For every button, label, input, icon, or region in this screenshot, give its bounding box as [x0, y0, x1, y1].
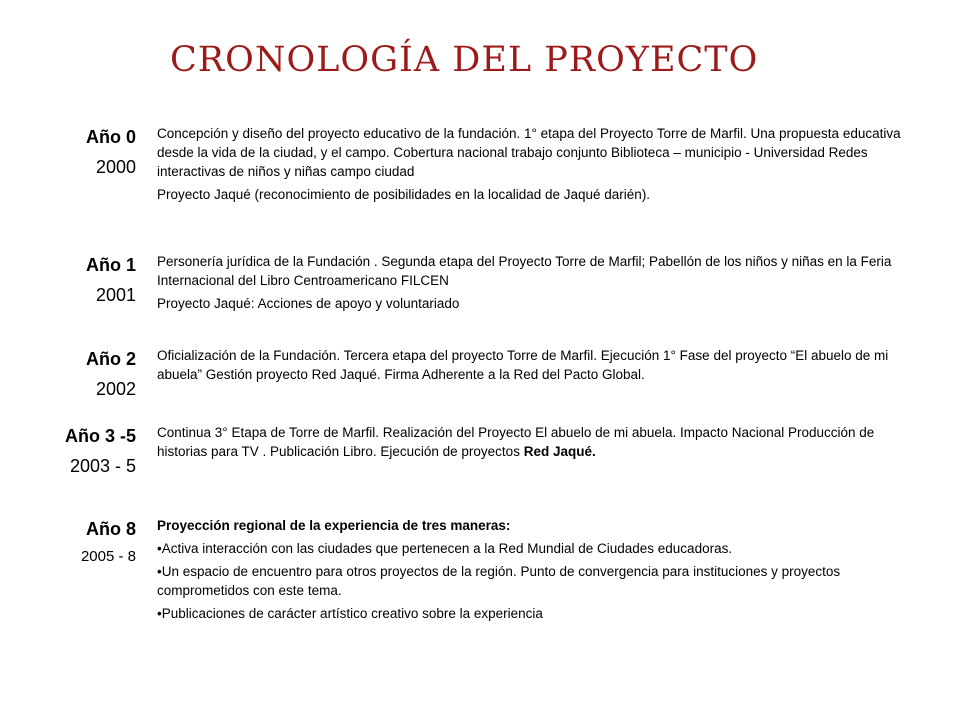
- entry-paragraph: [157, 423, 917, 461]
- page-title: CRONOLOGÍA DEL PROYECTO: [170, 40, 759, 80]
- year-date: 2001: [95, 285, 136, 305]
- entry-paragraph: Proyecto Jaqué (reconocimiento de posibilidades en la localidad de Jaqué darién).: [157, 187, 651, 202]
- year-label: Año 3 -5: [64, 426, 136, 446]
- entry-description: [157, 346, 917, 388]
- year-date: 2002: [95, 379, 136, 399]
- year-column: [86, 254, 136, 306]
- entry-text: Continua 3° Etapa de Torre de Marfil. Realización del Proyecto El abuelo de mi abuela. Impacto Nacional Producción de historias para TV . Publicación Libro. Ejecución de proyectos: [157, 425, 875, 459]
- entry-paragraph: Oficialización de la Fundación. Tercera etapa del proyecto Torre de Marfil. Ejecución 1° Fase del proyecto “El abuelo de mi abuela” Gestión proyecto Red Jaqué. Firma Adherente a la Red del Pacto Global.: [157, 348, 889, 382]
- entry-description: [157, 423, 917, 465]
- year-label: Año 8: [85, 519, 136, 539]
- entry-paragraph: Personería jurídica de la Fundación . Segunda etapa del Proyecto Torre de Marfil; Pabellón de los niños y niñas en la Feria Internacional del Libro Centroamericano FILCEN: [157, 254, 892, 288]
- entry-paragraph: Proyecto Jaqué: Acciones de apoyo y voluntariado: [157, 296, 460, 311]
- year-label: Año 1: [85, 255, 136, 275]
- entry-paragraph: Concepción y diseño del proyecto educativo de la fundación. 1° etapa del Proyecto Torre de Marfil. Una propuesta educativa desde la vida de la ciudad, y el campo. Cobertura nacional trabajo conjunto Biblioteca – municipio - Universidad Redes interactivas de niños y niñas campo ciudad: [157, 126, 901, 179]
- year-column: [65, 425, 136, 477]
- year-label: Año 0: [85, 127, 136, 147]
- entry-description: [157, 124, 917, 208]
- year-label: Año 2: [85, 349, 136, 369]
- entry-description: [157, 516, 917, 627]
- entry-text-bold: Red Jaqué.: [523, 444, 596, 459]
- bullet-item: •Activa interacción con las ciudades que pertenecen a la Red Mundial de Ciudades educadoras.: [157, 541, 733, 556]
- year-column: [86, 348, 136, 400]
- year-date: 2005 - 8: [80, 548, 136, 565]
- year-column: [81, 518, 136, 568]
- year-date: 2003 - 5: [69, 456, 136, 476]
- entry-heading: Proyección regional de la experiencia de tres maneras:: [157, 518, 511, 533]
- year-date: 2000: [95, 157, 136, 177]
- entry-description: [157, 252, 917, 317]
- bullet-item: •Publicaciones de carácter artístico creativo sobre la experiencia: [157, 606, 543, 621]
- bullet-item: •Un espacio de encuentro para otros proyectos de la región. Punto de convergencia para instituciones y proyectos comprometidos con este tema.: [157, 564, 841, 598]
- year-column: [86, 126, 136, 178]
